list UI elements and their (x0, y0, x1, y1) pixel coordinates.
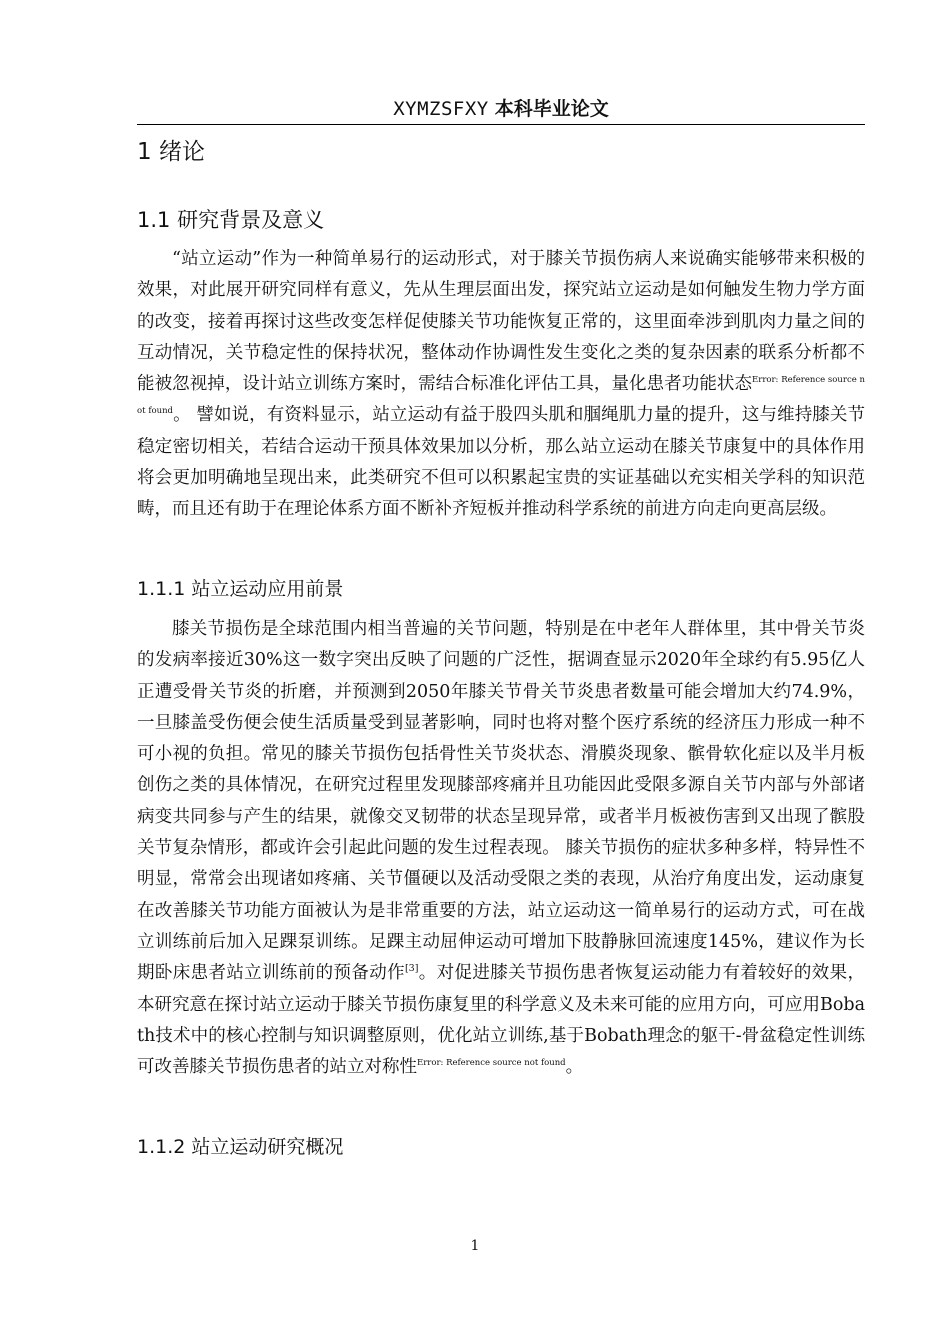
header-thesis-label: 本科毕业论文 (494, 98, 609, 120)
paragraph-prospects (137, 614, 865, 1083)
paragraph-text: 膝关节损伤是全球范围内相当普遍的关节问题，特别是在中老年人群体里，其中骨关节炎的发病率接近30%这一数字突出反映了问题的广泛性，据调查显示2020年全球约有5.95亿人正遭受骨关节炎的折磨，并预测到2050年膝关节骨关节炎患者数量可能会增加大约74.9%，一旦膝盖受伤便会使生活质量受到显著影响，同时也将对整个医疗系统的经济压力形成一种不可小视的负担。常见的膝关节损伤包括骨性关节炎状态、滑膜炎现象、髌骨软化症以及半月板创伤之类的具体情况，在研究过程里发现膝部疼痛并且功能因此受限多源自关节内部与外部诸病变共同参与产生的结果，就像交叉韧带的状态呈现异常，或者半月板被伤害到又出现了髌股关节复杂情形，都或许会引起此问题的发生过程表现。 膝关节损伤的症状多种多样，特异性不明显，常常会出现诸如疼痛、关节僵硬以及活动受限之类的表现，从治疗角度出发，运动康复在改善膝关节功能方面被认为是非常重要的方法，站立运动这一简单易行的运动方式，可在战立训练前后加入足踝泵训练。足踝主动屈伸运动可增加下肢静脉回流速度145%，建议作为长期卧床患者站立训练前的预备动作 (137, 619, 865, 984)
section-heading: 1.1 研究背景及意义 (137, 208, 325, 232)
subsection-heading-prospects: 1.1.1 站立运动应用前景 (137, 578, 344, 600)
reference-error: Error: Reference source not found (137, 375, 865, 417)
paragraph-background (137, 244, 865, 526)
page-header (137, 94, 865, 125)
page-number: 1 (470, 1238, 480, 1254)
chapter-heading: 1 绪论 (137, 139, 205, 165)
reference-error: Error: Reference source not found (417, 1058, 566, 1069)
paragraph-text: 。 (565, 1057, 584, 1078)
paragraph-text: 。对促进膝关节损伤患者恢复运动能力有着较好的效果，本研究意在探讨站立运动于膝关节损伤康复里的科学意义及未来可能的应用方向，可应用Bobath技术中的核心控制与知识调整原则，优化站立训练,基于Bobath理念的躯干-骨盆稳定性训练可改善膝关节损伤患者的站立对称性 (137, 963, 866, 1078)
subsection-heading-overview: 1.1.2 站立运动研究概况 (137, 1136, 344, 1158)
paragraph-text: 。 譬如说，有资料显示，站立运动有益于股四头肌和腘绳肌力量的提升，这与维持膝关节稳定密切相关，若结合运动干预具体效果加以分析，那么站立运动在膝关节康复中的具体作用将会更加明确地呈现出来，此类研究不但可以积累起宝贵的实证基础以充实相关学科的知识范畴，而且还有助于在理论体系方面不断补齐短板并推动科学系统的前进方向走向更高层级。 (137, 405, 866, 520)
citation-marker: [3] (404, 963, 419, 975)
paragraph-text: “站立运动”作为一种简单易行的运动形式，对于膝关节损伤病人来说确实能够带来积极的效果，对此展开研究同样有意义，先从生理层面出发，探究站立运动是如何触发生物力学方面的改变，接着再探讨这些改变怎样促使膝关节功能恢复正常的，这里面牵涉到肌肉力量之间的互动情况，关节稳定性的保持状况，整体动作协调性发生变化之类的复杂因素的联系分析都不能被忽视掉，设计站立训练方案时，需结合标准化评估工具，量化患者功能状态 (137, 249, 865, 395)
header-school-code: XYMZSFXY (393, 98, 489, 120)
